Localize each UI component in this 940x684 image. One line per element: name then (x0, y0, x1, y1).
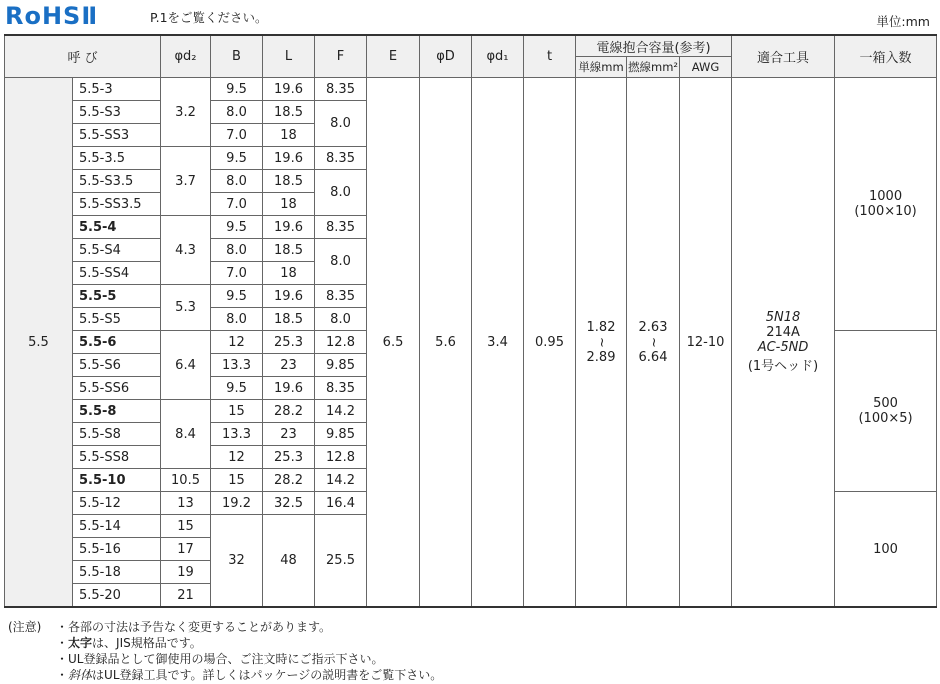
col-t-header: t (524, 35, 576, 78)
col-e-header: E (367, 35, 420, 78)
b-cell: 12 (211, 331, 263, 354)
col-name-header: 呼 び (5, 35, 161, 78)
col-wire-group-header: 電線抱合容量(参考) (576, 35, 732, 57)
f-cell: 12.8 (315, 446, 367, 469)
d2-cell: 3.2 (161, 78, 211, 147)
part-name-cell: 5.5-6 (73, 331, 161, 354)
b-cell: 7.0 (211, 262, 263, 285)
b-cell: 9.5 (211, 78, 263, 101)
l-cell: 19.6 (263, 216, 315, 239)
part-name-cell: 5.5-14 (73, 515, 161, 538)
l-cell: 25.3 (263, 446, 315, 469)
single-min: 1.82 (586, 319, 616, 335)
b-cell: 7.0 (211, 193, 263, 216)
f-cell: 14.2 (315, 469, 367, 492)
b-cell: 9.5 (211, 147, 263, 170)
f-cell: 9.85 (315, 354, 367, 377)
part-name-cell: 5.5-SS4 (73, 262, 161, 285)
b-cell: 9.5 (211, 377, 263, 400)
box-pack: (100×10) (854, 204, 917, 219)
d2-cell: 15 (161, 515, 211, 538)
f-cell: 8.0 (315, 170, 367, 216)
spec-table (4, 34, 937, 608)
f-cell: 8.35 (315, 216, 367, 239)
col-box-header: 一箱入数 (835, 35, 937, 78)
part-name-cell: 5.5-SS6 (73, 377, 161, 400)
b-cell: 8.0 (211, 170, 263, 193)
b-cell: 7.0 (211, 124, 263, 147)
unit-label: 単位:mm (876, 14, 930, 29)
b-cell: 8.0 (211, 239, 263, 262)
note-italic-word: 斜体 (68, 668, 93, 682)
f-cell: 16.4 (315, 492, 367, 515)
l-cell: 23 (263, 354, 315, 377)
l-cell: 23 (263, 423, 315, 446)
box-qty: 500 (873, 396, 898, 411)
d2-cell: 13 (161, 492, 211, 515)
b-cell: 13.3 (211, 354, 263, 377)
f-cell: 8.0 (315, 239, 367, 285)
note-line-3: ・UL登録品として御使用の場合、ご注文時にご指示下さい。 (56, 652, 384, 666)
l-cell: 18 (263, 193, 315, 216)
part-name-cell: 5.5-5 (73, 285, 161, 308)
part-name-cell: 5.5-S3 (73, 101, 161, 124)
note-line-4: ・斜体はUL登録工具です。詳しくはパッケージの説明書をご覧下さい。 (56, 668, 443, 682)
l-cell: 18 (263, 262, 315, 285)
b-cell: 15 (211, 469, 263, 492)
part-name-cell: 5.5-18 (73, 561, 161, 584)
part-name-cell: 5.5-3.5 (73, 147, 161, 170)
tool-4: (1号ヘッド) (747, 359, 819, 374)
stranded-min: 2.63 (638, 319, 668, 335)
tool-cell (732, 78, 835, 608)
f-cell: 8.0 (315, 101, 367, 147)
range-mark: ~ (593, 336, 609, 348)
col-awg-header: AWG (680, 57, 732, 78)
top-bar (0, 0, 940, 34)
col-stranded-header: 撚線mm² (627, 57, 680, 78)
note-line-2-rest: は、JIS規格品です。 (92, 636, 202, 650)
col-d2-header: φd₂ (161, 35, 211, 78)
l-cell: 18.5 (263, 239, 315, 262)
b-cell: 9.5 (211, 285, 263, 308)
part-name-cell: 5.5-4 (73, 216, 161, 239)
f-cell: 8.35 (315, 377, 367, 400)
b-cell: 32 (211, 515, 263, 608)
l-cell: 28.2 (263, 400, 315, 423)
d2-cell: 4.3 (161, 216, 211, 285)
d2-cell: 10.5 (161, 469, 211, 492)
stranded-wire-cell (627, 78, 680, 608)
f-cell: 8.35 (315, 147, 367, 170)
col-tool-header: 適合工具 (732, 35, 835, 78)
b-cell: 15 (211, 400, 263, 423)
f-cell: 8.35 (315, 78, 367, 101)
b-cell: 19.2 (211, 492, 263, 515)
note-bold-word: 太字 (68, 636, 93, 650)
l-cell: 19.6 (263, 285, 315, 308)
b-cell: 8.0 (211, 308, 263, 331)
part-name-cell: 5.5-S6 (73, 354, 161, 377)
part-name-cell: 5.5-3 (73, 78, 161, 101)
l-cell: 18 (263, 124, 315, 147)
t-cell: 0.95 (524, 78, 576, 608)
d2-cell: 8.4 (161, 400, 211, 469)
part-name-cell: 5.5-20 (73, 584, 161, 608)
l-cell: 28.2 (263, 469, 315, 492)
part-name-cell: 5.5-S8 (73, 423, 161, 446)
part-name-cell: 5.5-S4 (73, 239, 161, 262)
part-name-cell: 5.5-SS8 (73, 446, 161, 469)
d2-cell: 21 (161, 584, 211, 608)
d2-cell: 3.7 (161, 147, 211, 216)
col-b-header: B (211, 35, 263, 78)
f-cell: 25.5 (315, 515, 367, 608)
l-cell: 18.5 (263, 170, 315, 193)
l-cell: 19.6 (263, 147, 315, 170)
box-qty-cell (835, 331, 937, 492)
tool-1: 5N18 (765, 310, 801, 325)
box-qty-cell (835, 492, 937, 608)
l-cell: 19.6 (263, 78, 315, 101)
b-cell: 8.0 (211, 101, 263, 124)
single-max: 2.89 (586, 349, 616, 365)
col-l-header: L (263, 35, 315, 78)
d2-cell: 19 (161, 561, 211, 584)
part-name-cell: 5.5-S3.5 (73, 170, 161, 193)
tool-2: 214A (766, 325, 800, 340)
d1-cell: 3.4 (472, 78, 524, 608)
l-cell: 25.3 (263, 331, 315, 354)
rohs-note: P.1をご覧ください。 (150, 10, 268, 25)
box-qty: 100 (873, 541, 898, 557)
l-cell: 48 (263, 515, 315, 608)
f-cell: 8.35 (315, 285, 367, 308)
notes (8, 619, 442, 683)
part-name-cell: 5.5-10 (73, 469, 161, 492)
single-wire-cell (576, 78, 627, 608)
part-name-cell: 5.5-16 (73, 538, 161, 561)
rohs-logo: RoHSⅡ (5, 2, 99, 30)
range-mark: ~ (645, 336, 661, 348)
part-name-cell: 5.5-S5 (73, 308, 161, 331)
box-pack: (100×5) (858, 411, 913, 426)
f-cell: 14.2 (315, 400, 367, 423)
tool-3: AC-5ND (757, 340, 809, 355)
d-cell: 5.6 (420, 78, 472, 608)
l-cell: 19.6 (263, 377, 315, 400)
b-cell: 9.5 (211, 216, 263, 239)
part-name-cell: 5.5-12 (73, 492, 161, 515)
col-d1-header: φd₁ (472, 35, 524, 78)
l-cell: 18.5 (263, 101, 315, 124)
box-qty-cell (835, 78, 937, 331)
l-cell: 18.5 (263, 308, 315, 331)
f-cell: 8.0 (315, 308, 367, 331)
part-name-cell: 5.5-SS3.5 (73, 193, 161, 216)
size-cell: 5.5 (5, 78, 73, 608)
f-cell: 12.8 (315, 331, 367, 354)
f-cell: 9.85 (315, 423, 367, 446)
col-f-header: F (315, 35, 367, 78)
notes-label: (注意) (8, 620, 42, 634)
e-cell: 6.5 (367, 78, 420, 608)
l-cell: 32.5 (263, 492, 315, 515)
b-cell: 13.3 (211, 423, 263, 446)
part-name-cell: 5.5-8 (73, 400, 161, 423)
note-line-2: ・太字は、JIS規格品です。 (56, 636, 202, 650)
note-line-4-rest: はUL登録工具です。詳しくはパッケージの説明書をご覧下さい。 (92, 668, 443, 682)
box-qty: 1000 (869, 189, 903, 204)
stranded-max: 6.64 (638, 349, 668, 365)
col-single-header: 単線mm (576, 57, 627, 78)
d2-cell: 5.3 (161, 285, 211, 331)
table-row (5, 78, 937, 101)
b-cell: 12 (211, 446, 263, 469)
col-d-header: φD (420, 35, 472, 78)
awg-cell: 12-10 (680, 78, 732, 608)
part-name-cell: 5.5-SS3 (73, 124, 161, 147)
d2-cell: 6.4 (161, 331, 211, 400)
d2-cell: 17 (161, 538, 211, 561)
note-line-1: ・各部の寸法は予告なく変更することがあります。 (56, 620, 332, 634)
